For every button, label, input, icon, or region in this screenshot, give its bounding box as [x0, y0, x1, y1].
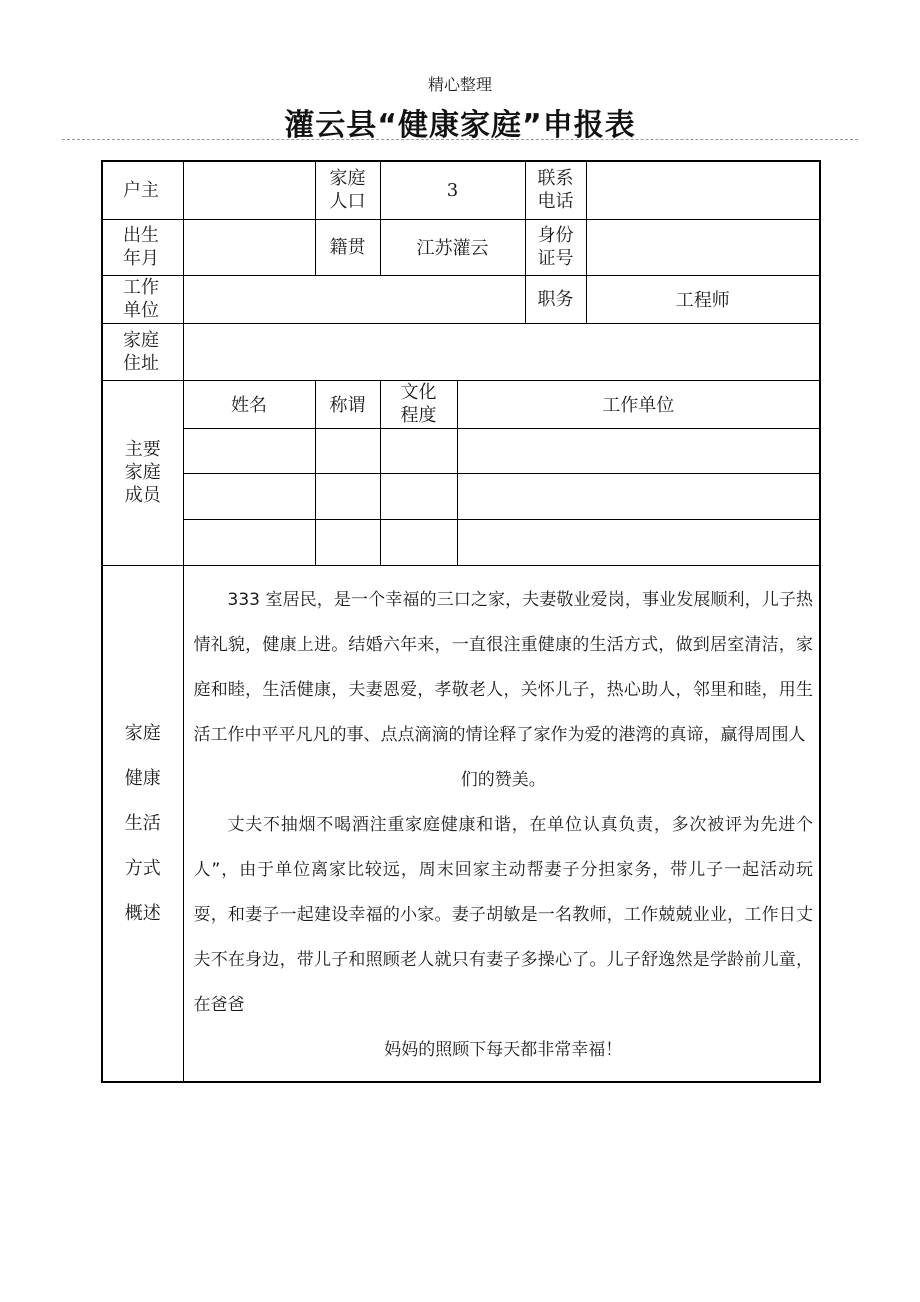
- work-unit-label: 工作 单位: [102, 275, 183, 323]
- member-education-cell[interactable]: [380, 473, 457, 519]
- member-row: [102, 473, 820, 519]
- page-title: 灌云县“健康家庭”申报表: [284, 108, 636, 143]
- birth-label: 出生 年月: [102, 219, 183, 275]
- address-label: 家庭 住址: [102, 323, 183, 380]
- members-label: 主要 家庭 成员: [102, 380, 183, 565]
- member-name-cell[interactable]: [183, 473, 315, 519]
- members-col-education: 文化 程度: [380, 380, 457, 428]
- member-work-unit-cell[interactable]: [457, 519, 820, 565]
- member-name-cell[interactable]: [183, 428, 315, 473]
- id-label: 身份 证号: [525, 219, 586, 275]
- application-form: [101, 160, 821, 1083]
- member-education-cell[interactable]: [380, 519, 457, 565]
- position-field[interactable]: 工程师: [586, 275, 820, 323]
- header-note: 精心整理: [427, 75, 492, 94]
- position-label: 职务: [525, 275, 586, 323]
- row-address: [102, 323, 820, 380]
- row-work-unit: [102, 275, 820, 323]
- members-header-row: [102, 380, 820, 428]
- member-name-cell[interactable]: [183, 519, 315, 565]
- origin-label: 籍贯: [315, 219, 380, 275]
- phone-label: 联系 电话: [525, 161, 586, 219]
- member-relation-cell[interactable]: [315, 519, 380, 565]
- row-householder: [102, 161, 820, 219]
- member-relation-cell[interactable]: [315, 473, 380, 519]
- member-row: [102, 428, 820, 473]
- origin-field[interactable]: 江苏灌云: [380, 219, 525, 275]
- narrative-text: [183, 565, 820, 1082]
- member-work-unit-cell[interactable]: [457, 428, 820, 473]
- householder-label: 户主: [102, 161, 183, 219]
- work-unit-field[interactable]: [183, 275, 525, 323]
- householder-field[interactable]: [183, 161, 315, 219]
- narrative-paragraph-1: 333 室居民，是一个幸福的三口之家，夫妻敬业爱岗，事业发展顺利，儿子热情礼貌，健康上进。结婚六年来，一直很注重健康的生活方式，做到居室清洁，家庭和睦，生活健康，夫妻恩爱，孝敬老人，关怀儿子，热心助人，邻里和睦，用生活工作中平平凡凡的事、点点滴滴的情诠释了家作为爱的港湾的真谛，赢得周围人 们的赞美。: [193, 589, 814, 790]
- members-col-name: 姓名: [183, 380, 315, 428]
- narrative-paragraph-2: 丈夫不抽烟不喝酒注重家庭健康和谐，在单位认真负责，多次被评为先进个人”，由于单位离家比较远，周末回家主动帮妻子分担家务，带儿子一起活动玩耍，和妻子一起建设幸福的小家。妻子胡敏是一名教师，工作兢兢业业，工作日丈夫不在身边，带儿子和照顾老人就只有妻子多操心了。儿子舒逸然是学龄前儿童，在爸爸 妈妈的照顾下每天都非常幸福！: [193, 814, 814, 1060]
- member-work-unit-cell[interactable]: [457, 473, 820, 519]
- birth-field[interactable]: [183, 219, 315, 275]
- phone-field[interactable]: [586, 161, 820, 219]
- narrative-row: [102, 565, 820, 1082]
- members-col-work-unit: 工作单位: [457, 380, 820, 428]
- header-divider: [62, 139, 858, 140]
- row-birth: [102, 219, 820, 275]
- members-col-relation: 称谓: [315, 380, 380, 428]
- member-relation-cell[interactable]: [315, 428, 380, 473]
- member-education-cell[interactable]: [380, 428, 457, 473]
- family-size-field[interactable]: 3: [380, 161, 525, 219]
- member-row: [102, 519, 820, 565]
- address-field[interactable]: [183, 323, 820, 380]
- family-size-label: 家庭 人口: [315, 161, 380, 219]
- id-number-field[interactable]: [586, 219, 820, 275]
- narrative-label: 家庭 健康 生活 方式 概述: [102, 565, 183, 1082]
